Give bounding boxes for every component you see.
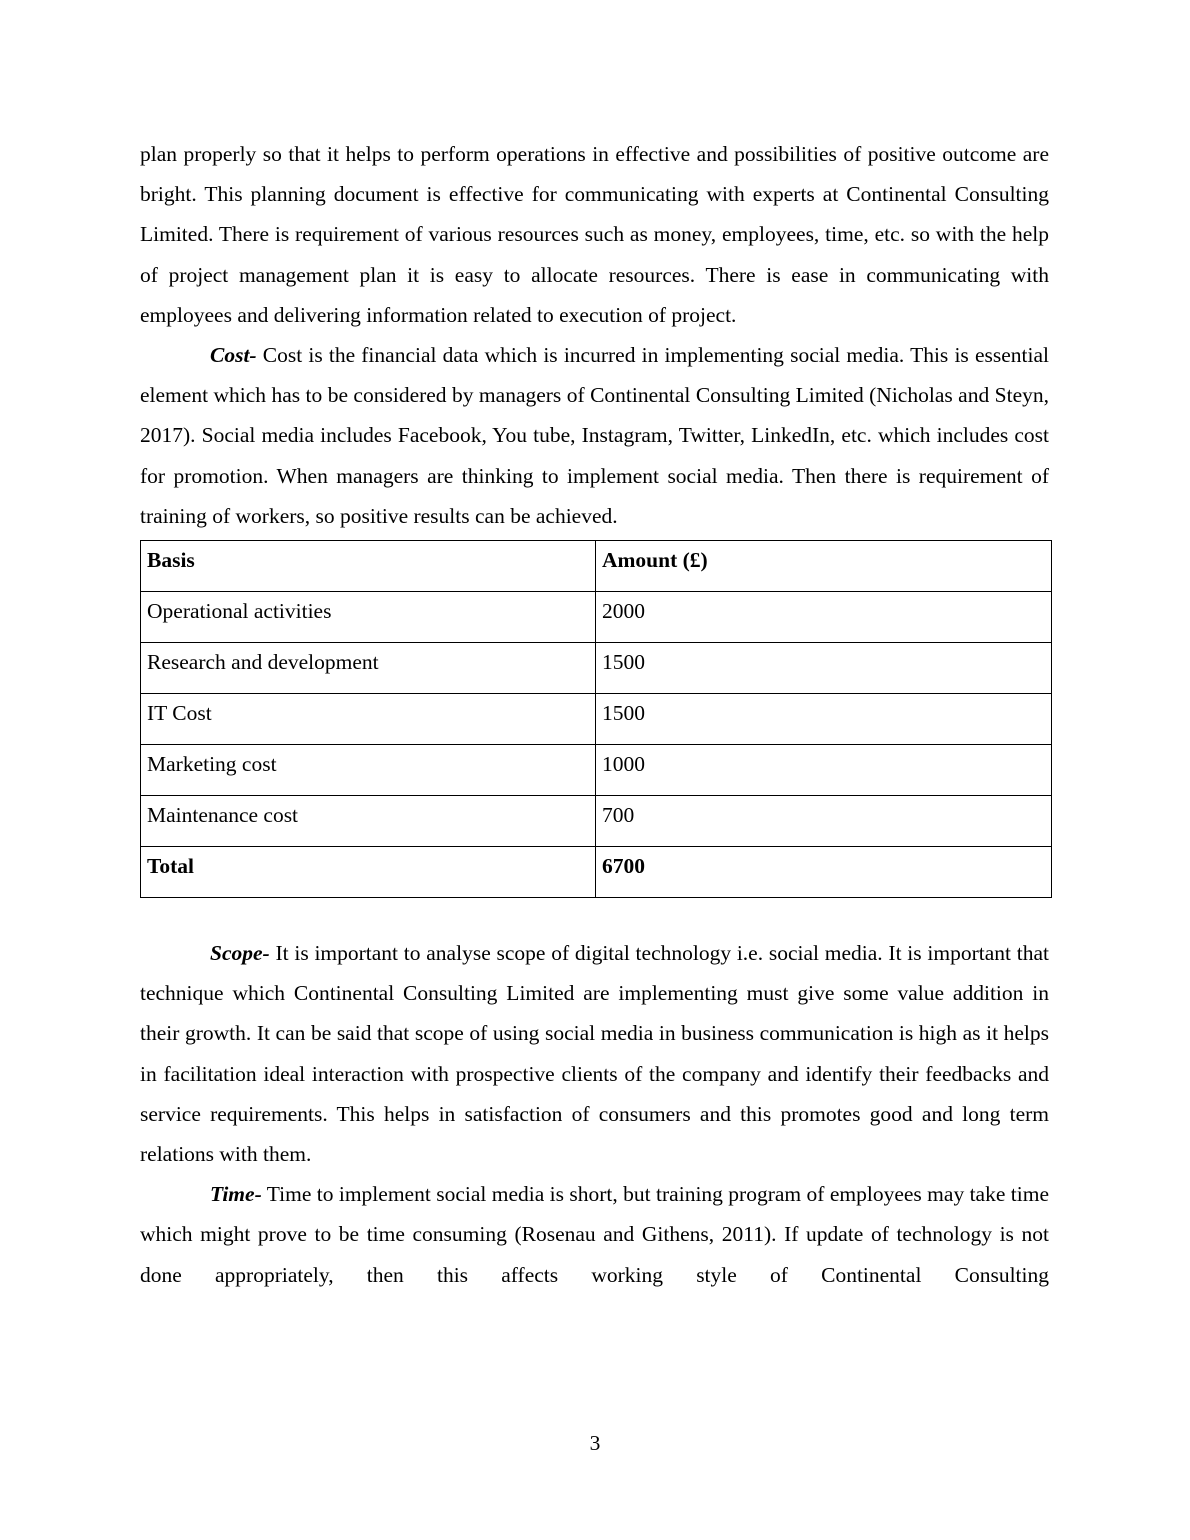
table-cell-basis: Maintenance cost [141, 796, 596, 847]
time-paragraph-text: Time to implement social media is short, but training program of employees may take time which might prove to be time consuming (Rosenau and Githens, 2011). If update of technology is not done appropriately, then this affects working style of Continental Consulting [140, 1182, 1049, 1287]
time-heading: Time- [210, 1182, 262, 1207]
cost-paragraph [140, 335, 1049, 536]
table-cell-amount: 700 [596, 796, 1052, 847]
time-paragraph [140, 1174, 1049, 1295]
header-amount: Amount (£) [596, 541, 1052, 592]
table-cell-amount: 1000 [596, 745, 1052, 796]
table-cell-basis: Operational activities [141, 592, 596, 643]
table-header-row [141, 541, 1052, 592]
table-cell-basis: Research and development [141, 643, 596, 694]
cost-table [140, 540, 1052, 898]
document-body [140, 134, 1049, 1295]
table-cell-amount: 2000 [596, 592, 1052, 643]
total-amount: 6700 [596, 847, 1052, 898]
table-cell-amount: 1500 [596, 694, 1052, 745]
table-cell-basis: Marketing cost [141, 745, 596, 796]
table-row [141, 745, 1052, 796]
table-row [141, 592, 1052, 643]
intro-paragraph: plan properly so that it helps to perform operations in effective and possibilities of positive outcome are bright. This planning document is effective for communicating with experts at Continental Consulting Limited. There is requirement of various resources such as money, employees, time, etc. so with the help of project management plan it is easy to allocate resources. There is ease in communicating with employees and delivering information related to execution of project. [140, 142, 1049, 327]
table-cell-amount: 1500 [596, 643, 1052, 694]
scope-heading: Scope- [210, 941, 270, 966]
cost-paragraph-text: Cost is the financial data which is incurred in implementing social media. This is essential element which has to be considered by managers of Continental Consulting Limited (Nicholas and Steyn, 2017). Social media includes Facebook, You tube, Instagram, Twitter, LinkedIn, etc. which includes cost for promotion. When managers are thinking to implement social media. Then there is requirement of training of workers, so positive results can be achieved. [140, 343, 1049, 528]
header-basis: Basis [141, 541, 596, 592]
table-row [141, 796, 1052, 847]
scope-paragraph-text: It is important to analyse scope of digital technology i.e. social media. It is important that technique which Continental Consulting Limited are implementing must give some value addition in their growth. It can be said that scope of using social media in business communication is high as it helps in facilitation ideal interaction with prospective clients of the company and identify their feedbacks and service requirements. This helps in satisfaction of consumers and this promotes good and long term relations with them. [140, 941, 1049, 1167]
table-row [141, 694, 1052, 745]
table-cell-basis: IT Cost [141, 694, 596, 745]
page-number: 3 [589, 1431, 601, 1455]
table-total-row [141, 847, 1052, 898]
cost-heading: Cost- [210, 343, 257, 368]
scope-paragraph [140, 933, 1049, 1174]
table-row [141, 643, 1052, 694]
total-label: Total [141, 847, 596, 898]
